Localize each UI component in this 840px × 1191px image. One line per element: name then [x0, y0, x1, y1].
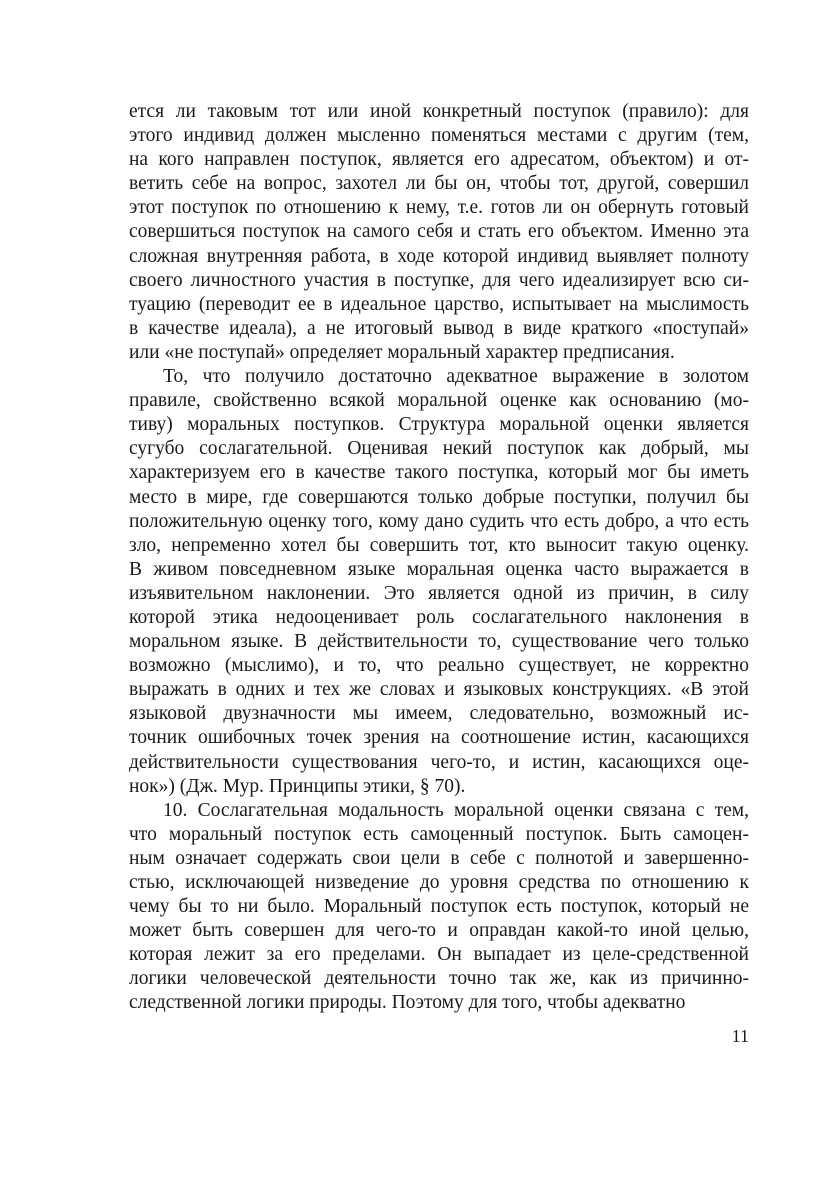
text-line: может быть совершен для чего-то и оправдан какой-то иной целью, — [129, 920, 749, 942]
text-line: своего личностного участия в поступке, для чего идеализирует всю си- — [129, 269, 749, 291]
text-line: на кого направлен поступок, является его адресатом, объектом) и от- — [129, 149, 749, 171]
text-line: нок») (Дж. Мур. Принципы этики, § 70). — [129, 775, 466, 797]
text-line: логики человеческой деятельности точно так же, как из причинно- — [129, 968, 749, 990]
text-line: этот поступок по отношению к нему, т.е. готов ли он обернуть готовый — [129, 197, 749, 219]
text-line: которая лежит за его пределами. Он выпадает из целе-средственной — [129, 944, 749, 966]
text-line: ется ли таковым тот или иной конкретный поступок (правило): для — [129, 101, 749, 122]
text-line: выражать в одних и тех же словах и языковых конструкциях. «В этой — [129, 679, 749, 701]
text-line: точник ошибочных точек зрения на соотношение истин, касающихся — [129, 727, 749, 749]
text-line: сугубо сослагательной. Оценивая некий поступок как добрый, мы — [129, 438, 749, 460]
text-line: правиле, свойственно всякой моральной оценке как основанию (мо- — [129, 390, 749, 412]
text-line: возможно (мыслимо), и то, что реально существует, не корректно — [129, 655, 749, 677]
text-line: что моральный поступок есть самоценный поступок. Быть самоцен- — [129, 823, 749, 845]
text-line: ным означает содержать свои цели в себе с полнотой и завершенно- — [129, 847, 749, 869]
text-line: ветить себе на вопрос, захотел ли бы он, чтобы тот, другой, совершил — [129, 173, 749, 195]
text-line: зло, непременно хотел бы совершить тот, кто выносит такую оценку. — [129, 534, 749, 556]
text-line: стью, исключающей низведение до уровня средства по отношению к — [129, 872, 749, 893]
text-line: которой этика недооценивает роль сослагательного наклонения в — [129, 606, 749, 628]
text-line: моральном языке. В действительности то, существование чего только — [129, 631, 749, 653]
text-line: или «не поступай» определяет моральный характер предписания. — [129, 341, 675, 363]
text-line: То, что получило достаточно адекватное выражение в золотом — [163, 366, 749, 388]
page-number: 11 — [731, 1026, 749, 1046]
text-line: действительности существования чего-то, и истин, касающихся оце- — [129, 751, 749, 773]
text-line: туацию (переводит ее в идеальное царство, испытывает на мыслимость — [129, 293, 749, 315]
text-line: чему бы то ни было. Моральный поступок есть поступок, который не — [129, 896, 749, 918]
paragraph — [129, 100, 749, 365]
text-line: совершиться поступок на самого себя и стать его объектом. Именно эта — [129, 221, 749, 243]
text-line: положительную оценку того, кому дано судить что есть добро, а что есть — [129, 510, 749, 532]
text-line: изъявительном наклонении. Это является одной из причин, в силу — [129, 582, 749, 604]
body-text — [129, 100, 749, 1016]
paragraph — [129, 365, 749, 799]
text-line: 10. Сослагательная модальность моральной оценки связана с тем, — [163, 799, 749, 821]
text-line: место в мире, где совершаются только добрые поступки, получил бы — [129, 486, 749, 508]
text-line: сложная внутренняя работа, в ходе которой индивид выявляет полноту — [129, 245, 749, 267]
paragraph — [129, 799, 749, 1016]
text-line: в качестве идеала), а не итоговый вывод в виде краткого «поступай» — [129, 317, 749, 339]
text-line: характеризуем его в качестве такого поступка, который мог бы иметь — [129, 462, 749, 484]
text-line: тиву) моральных поступков. Структура моральной оценки является — [129, 414, 749, 436]
text-line: следственной логики природы. Поэтому для того, чтобы адекватно — [129, 992, 686, 1014]
text-line: В живом повседневном языке моральная оценка часто выражается в — [129, 558, 749, 580]
text-line: этого индивид должен мысленно поменяться местами с другим (тем, — [129, 125, 749, 147]
text-line: языковой двузначности мы имеем, следовательно, возможный ис- — [129, 703, 749, 725]
